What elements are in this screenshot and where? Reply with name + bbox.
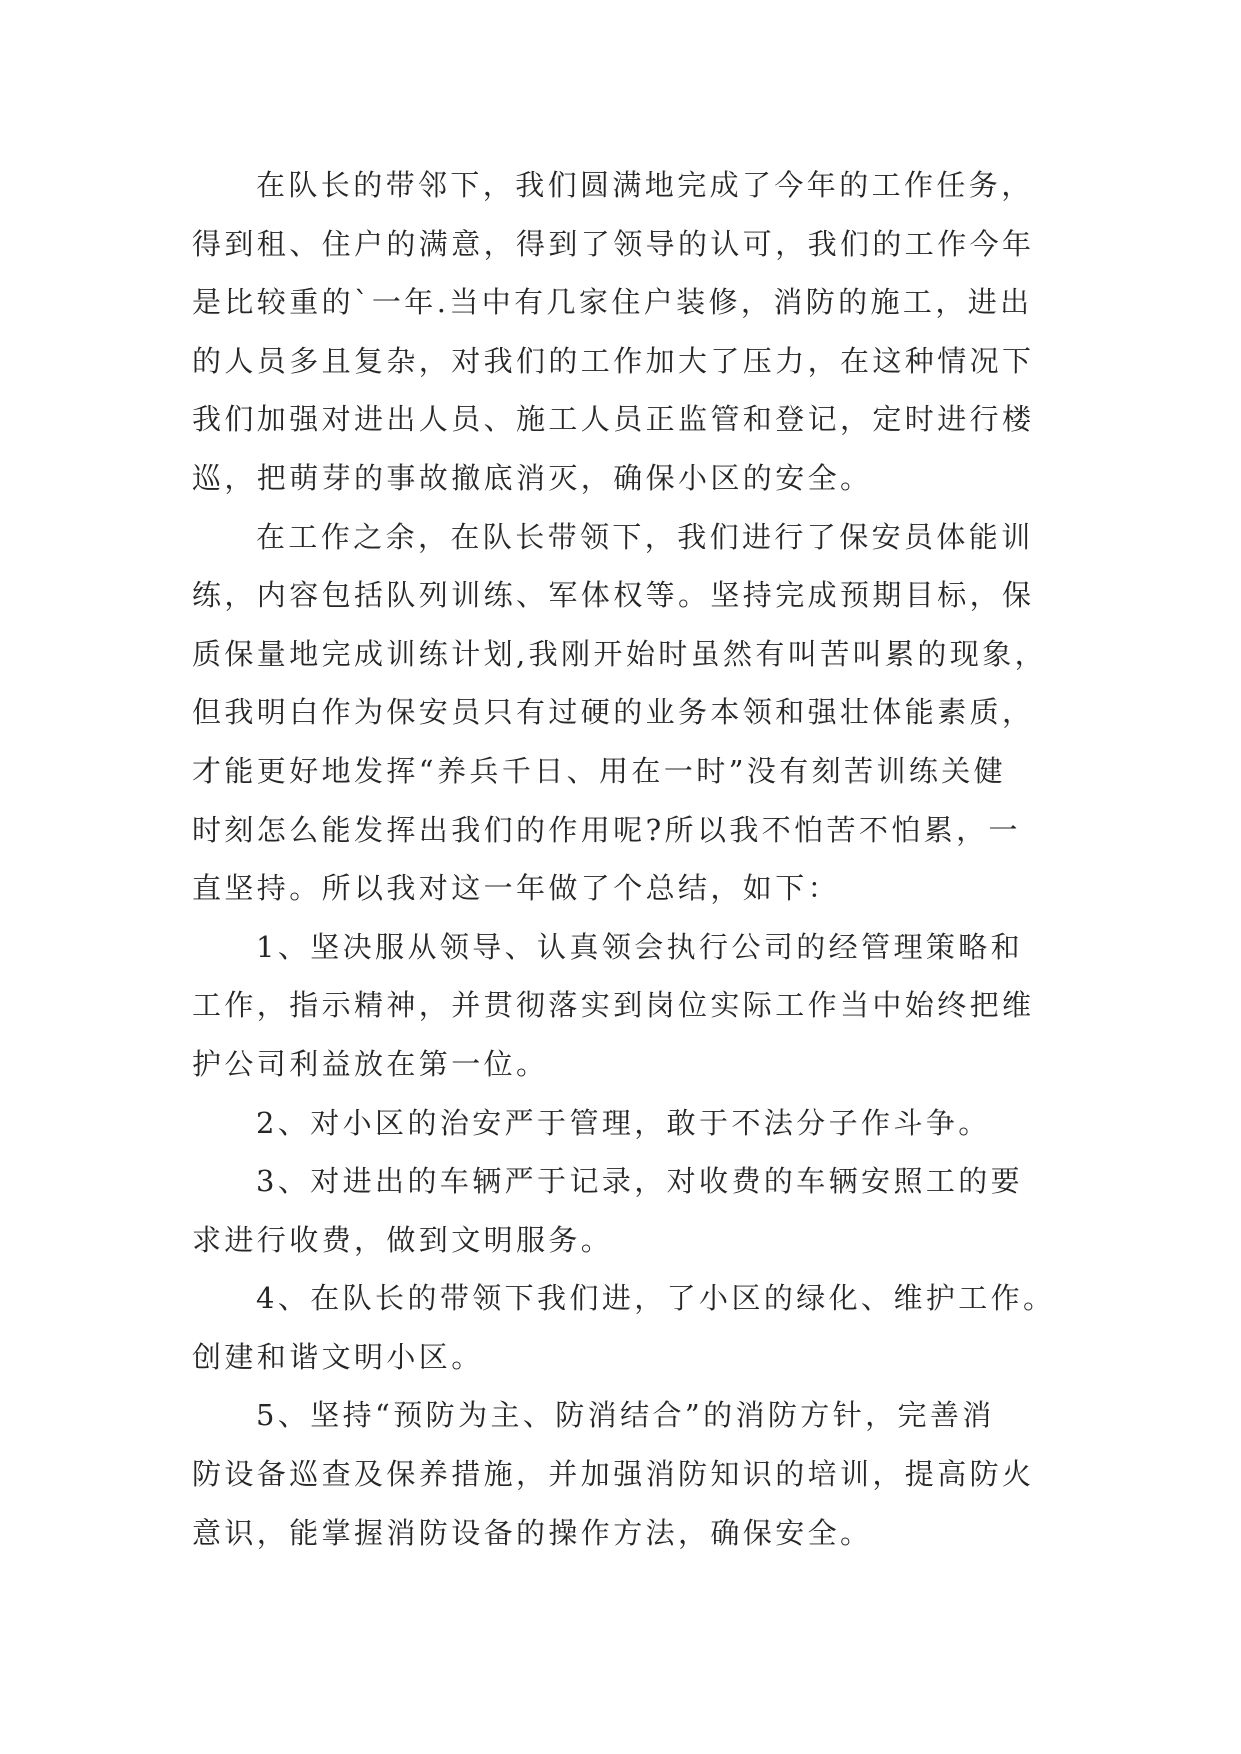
list-item-1 [192,918,1064,1094]
text-line: 护公司利益放在第一位。 [192,1046,549,1081]
list-item-4 [192,1269,1064,1386]
text-line: 的人员多且复杂，对我们的工作加大了压力，在这种情况下 [192,343,1035,378]
text-line: 得到租、住户的满意，得到了领导的认可，我们的工作今年 [192,226,1035,261]
text-line: 在工作之余，在队长带领下，我们进行了保安员体能训 [256,519,1034,554]
text-line: 质保量地完成训练计划,我刚开始时虽然有叫苦叫累的现象， [192,636,1048,671]
paragraph-2 [192,508,1064,918]
text-line: 1、坚决服从领导、认真领会执行公司的经管理策略和 [256,929,1024,964]
text-line: 2、对小区的治安严于管理，敢于不法分子作斗争。 [256,1105,991,1140]
text-line: 在队长的带邻下，我们圆满地完成了今年的工作任务， [256,168,1034,202]
text-line: 才能更好地发挥“养兵千日、用在一时”没有刻苦训练关健 [192,753,1007,788]
list-item-5 [192,1386,1064,1562]
document-body [192,156,1064,1562]
text-line: 工作，指示精神，并贯彻落实到岗位实际工作当中始终把维 [192,988,1035,1023]
list-item-3 [192,1152,1064,1269]
text-line: 3、对进出的车辆严于记录，对收费的车辆安照工的要 [256,1164,1024,1199]
text-line: 5、坚持“预防为主、防消结合”的消防方针，完善消 [256,1398,995,1433]
list-item-2 [192,1094,1064,1153]
text-line: 4、在队长的带领下我们进，了小区的绿化、维护工作。 [256,1281,1056,1316]
text-line: 是比较重的`一年.当中有几家住户装修，消防的施工，进出 [192,285,1033,320]
text-line: 直坚持。所以我对这一年做了个总结，如下： [192,871,841,906]
text-line: 练，内容包括队列训练、军体权等。坚持完成预期目标，保 [192,578,1035,613]
text-line: 防设备巡查及保养措施，并加强消防知识的培训，提高防火 [192,1457,1035,1492]
text-line: 时刻怎么能发挥出我们的作用呢?所以我不怕苦不怕累，一 [192,812,1021,847]
text-line: 我们加强对进出人员、施工人员正监管和登记，定时进行楼 [192,402,1035,437]
text-line: 巡，把萌芽的事故撤底消灭，确保小区的安全。 [192,460,873,495]
paragraph-1 [192,156,1064,508]
text-line: 但我明白作为保安员只有过硬的业务本领和强壮体能素质， [192,695,1035,730]
text-line: 求进行收费，做到文明服务。 [192,1222,614,1257]
text-line: 意识，能掌握消防设备的操作方法，确保安全。 [192,1515,873,1550]
text-line: 创建和谐文明小区。 [192,1339,484,1374]
